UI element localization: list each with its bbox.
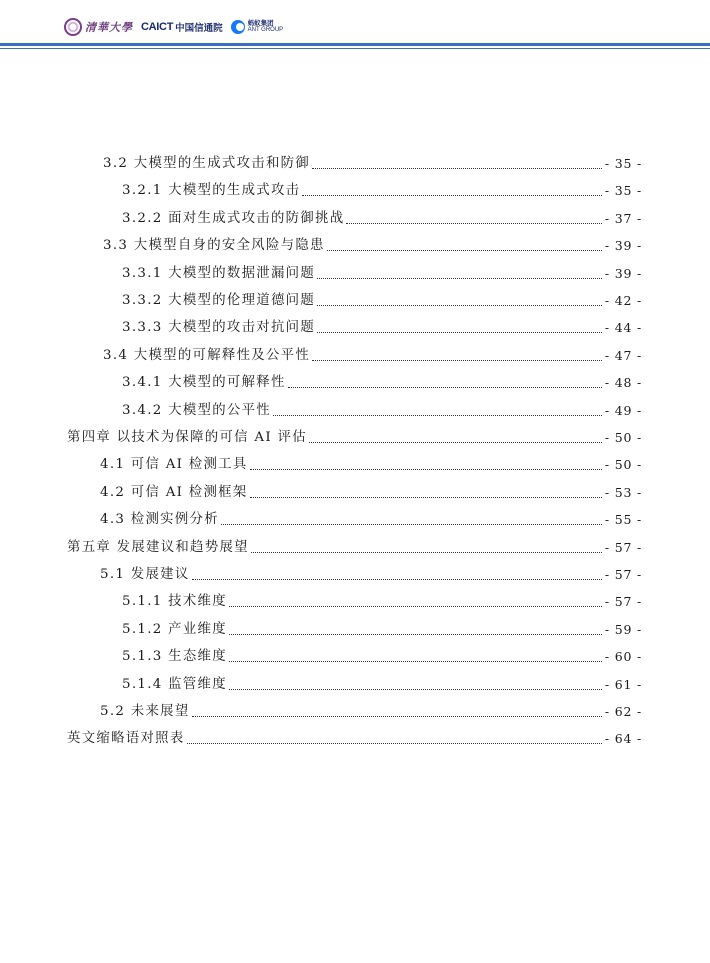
- toc-entry-label: 3.4.2 大模型的公平性: [122, 402, 271, 418]
- toc-entry-label: 5.1.2 产业维度: [122, 621, 227, 637]
- toc-entry-label: 5.2 未来展望: [100, 704, 190, 719]
- toc-entry-label: 3.2.1 大模型的生成式攻击: [122, 183, 301, 199]
- toc-dot-leader: [229, 661, 602, 662]
- toc-entry-label: 4.1 可信 AI 检测工具: [100, 457, 248, 473]
- toc-entry[interactable]: [100, 453, 642, 473]
- toc-entry-page: - 57 -: [604, 539, 642, 555]
- toc-entry-page: - 57 -: [604, 594, 642, 610]
- toc-dot-leader: [192, 579, 602, 580]
- toc-entry-page: - 60 -: [604, 649, 642, 665]
- toc-dot-leader: [229, 606, 602, 607]
- toc-entry-label: 5.1.4 监管维度: [122, 676, 227, 692]
- toc-entry-label: 5.1 发展建议: [100, 567, 190, 582]
- toc-entry-page: - 64 -: [604, 731, 642, 747]
- toc-entry[interactable]: [122, 399, 642, 419]
- toc-dot-leader: [187, 743, 602, 744]
- page-header: [0, 0, 710, 50]
- toc-dot-leader: [327, 250, 602, 251]
- toc-entry[interactable]: [103, 344, 642, 364]
- ant-group-logo: [231, 20, 284, 34]
- toc-entry[interactable]: [103, 234, 642, 254]
- toc-dot-leader: [251, 552, 602, 553]
- toc-entry-label: 5.1.1 技术维度: [122, 594, 227, 610]
- toc-entry-page: - 62 -: [604, 704, 642, 719]
- toc-entry-page: - 55 -: [604, 512, 642, 528]
- toc-entry-label: 3.2 大模型的生成式攻击和防御: [103, 156, 311, 171]
- toc-entry-page: - 50 -: [604, 457, 642, 473]
- toc-entry[interactable]: [122, 179, 642, 199]
- header-rule-thick: [0, 43, 710, 46]
- toc-entry[interactable]: [122, 645, 642, 665]
- toc-entry-page: - 61 -: [604, 676, 642, 692]
- toc-entry-page: - 42 -: [604, 293, 642, 308]
- toc-entry[interactable]: [103, 152, 642, 172]
- toc-entry[interactable]: [100, 508, 642, 528]
- toc-entry-label: 3.3.3 大模型的攻击对抗问题: [122, 320, 316, 336]
- toc-dot-leader: [229, 634, 602, 635]
- toc-entry[interactable]: [100, 563, 642, 583]
- toc-entry[interactable]: [122, 618, 642, 638]
- toc-entry-page: - 53 -: [604, 484, 642, 500]
- toc-entry[interactable]: [122, 207, 642, 227]
- toc-dot-leader: [250, 497, 602, 498]
- header-logos: [64, 16, 283, 38]
- toc-entry-page: - 35 -: [604, 156, 642, 171]
- caict-logo-en: CAICT: [141, 21, 174, 33]
- toc-dot-leader: [192, 716, 602, 717]
- header-rule-thin: [0, 48, 710, 49]
- toc-entry-label: 5.1.3 生态维度: [122, 649, 227, 665]
- toc-dot-leader: [346, 223, 601, 224]
- toc-dot-leader: [288, 387, 602, 388]
- toc-dot-leader: [312, 168, 602, 169]
- toc-entry-page: - 50 -: [604, 430, 642, 445]
- ant-group-mark-icon: [231, 20, 245, 34]
- toc-dot-leader: [302, 195, 602, 196]
- toc-dot-leader: [229, 689, 602, 690]
- tsinghua-seal-icon: [64, 18, 82, 36]
- ant-logo-en: ANT GROUP: [247, 27, 284, 33]
- toc-entry[interactable]: [67, 426, 642, 446]
- caict-logo-cn: 中国信通院: [175, 23, 223, 34]
- toc-entry[interactable]: [122, 371, 642, 391]
- toc-dot-leader: [312, 360, 602, 361]
- toc-entry-page: - 39 -: [604, 238, 642, 254]
- toc-entry-label: 3.2.2 面对生成式攻击的防御挑战: [122, 210, 345, 226]
- toc-dot-leader: [309, 442, 602, 443]
- toc-entry[interactable]: [67, 727, 642, 747]
- toc-entry-page: - 48 -: [604, 375, 642, 391]
- toc-entry-page: - 39 -: [604, 265, 642, 281]
- toc-dot-leader: [317, 278, 602, 279]
- toc-entry[interactable]: [67, 536, 642, 556]
- toc-entry-page: - 59 -: [604, 621, 642, 637]
- tsinghua-logo-text: 清華大學: [85, 21, 133, 34]
- toc-entry-label: 3.4 大模型的可解释性及公平性: [103, 347, 311, 363]
- toc-entry-label: 3.4.1 大模型的可解释性: [122, 375, 286, 391]
- toc-entry-page: - 57 -: [604, 567, 642, 582]
- ant-logo-cn: 蚂蚁集团: [247, 19, 274, 27]
- toc-entry[interactable]: [122, 673, 642, 693]
- caict-logo: [141, 20, 223, 34]
- toc-entry[interactable]: [100, 481, 642, 501]
- toc-entry-page: - 35 -: [604, 183, 642, 199]
- toc-entry-label: 4.2 可信 AI 检测框架: [100, 484, 248, 500]
- toc-entry[interactable]: [122, 590, 642, 610]
- toc-entry-label: 英文缩略语对照表: [67, 731, 185, 747]
- toc-dot-leader: [273, 415, 602, 416]
- toc-dot-leader: [221, 524, 602, 525]
- toc-dot-leader: [317, 332, 602, 333]
- toc-entry-label: 3.3 大模型自身的安全风险与隐患: [103, 238, 325, 254]
- toc-entry-page: - 37 -: [604, 210, 642, 226]
- toc-entry[interactable]: [122, 262, 642, 282]
- toc-entry[interactable]: [100, 700, 642, 720]
- toc-dot-leader: [250, 469, 602, 470]
- toc-entry-page: - 47 -: [604, 347, 642, 363]
- toc-entry-page: - 49 -: [604, 402, 642, 418]
- toc-entry-label: 第五章 发展建议和趋势展望: [67, 539, 249, 555]
- toc-entry-label: 4.3 检测实例分析: [100, 512, 219, 528]
- toc-entry[interactable]: [122, 316, 642, 336]
- tsinghua-logo: [64, 18, 133, 36]
- toc-dot-leader: [317, 305, 602, 306]
- toc-entry-label: 第四章 以技术为保障的可信 AI 评估: [67, 430, 307, 445]
- toc-entry-label: 3.3.1 大模型的数据泄漏问题: [122, 265, 316, 281]
- toc-entry-page: - 44 -: [604, 320, 642, 336]
- toc-entry[interactable]: [122, 289, 642, 309]
- toc-entry-label: 3.3.2 大模型的伦理道德问题: [122, 293, 316, 308]
